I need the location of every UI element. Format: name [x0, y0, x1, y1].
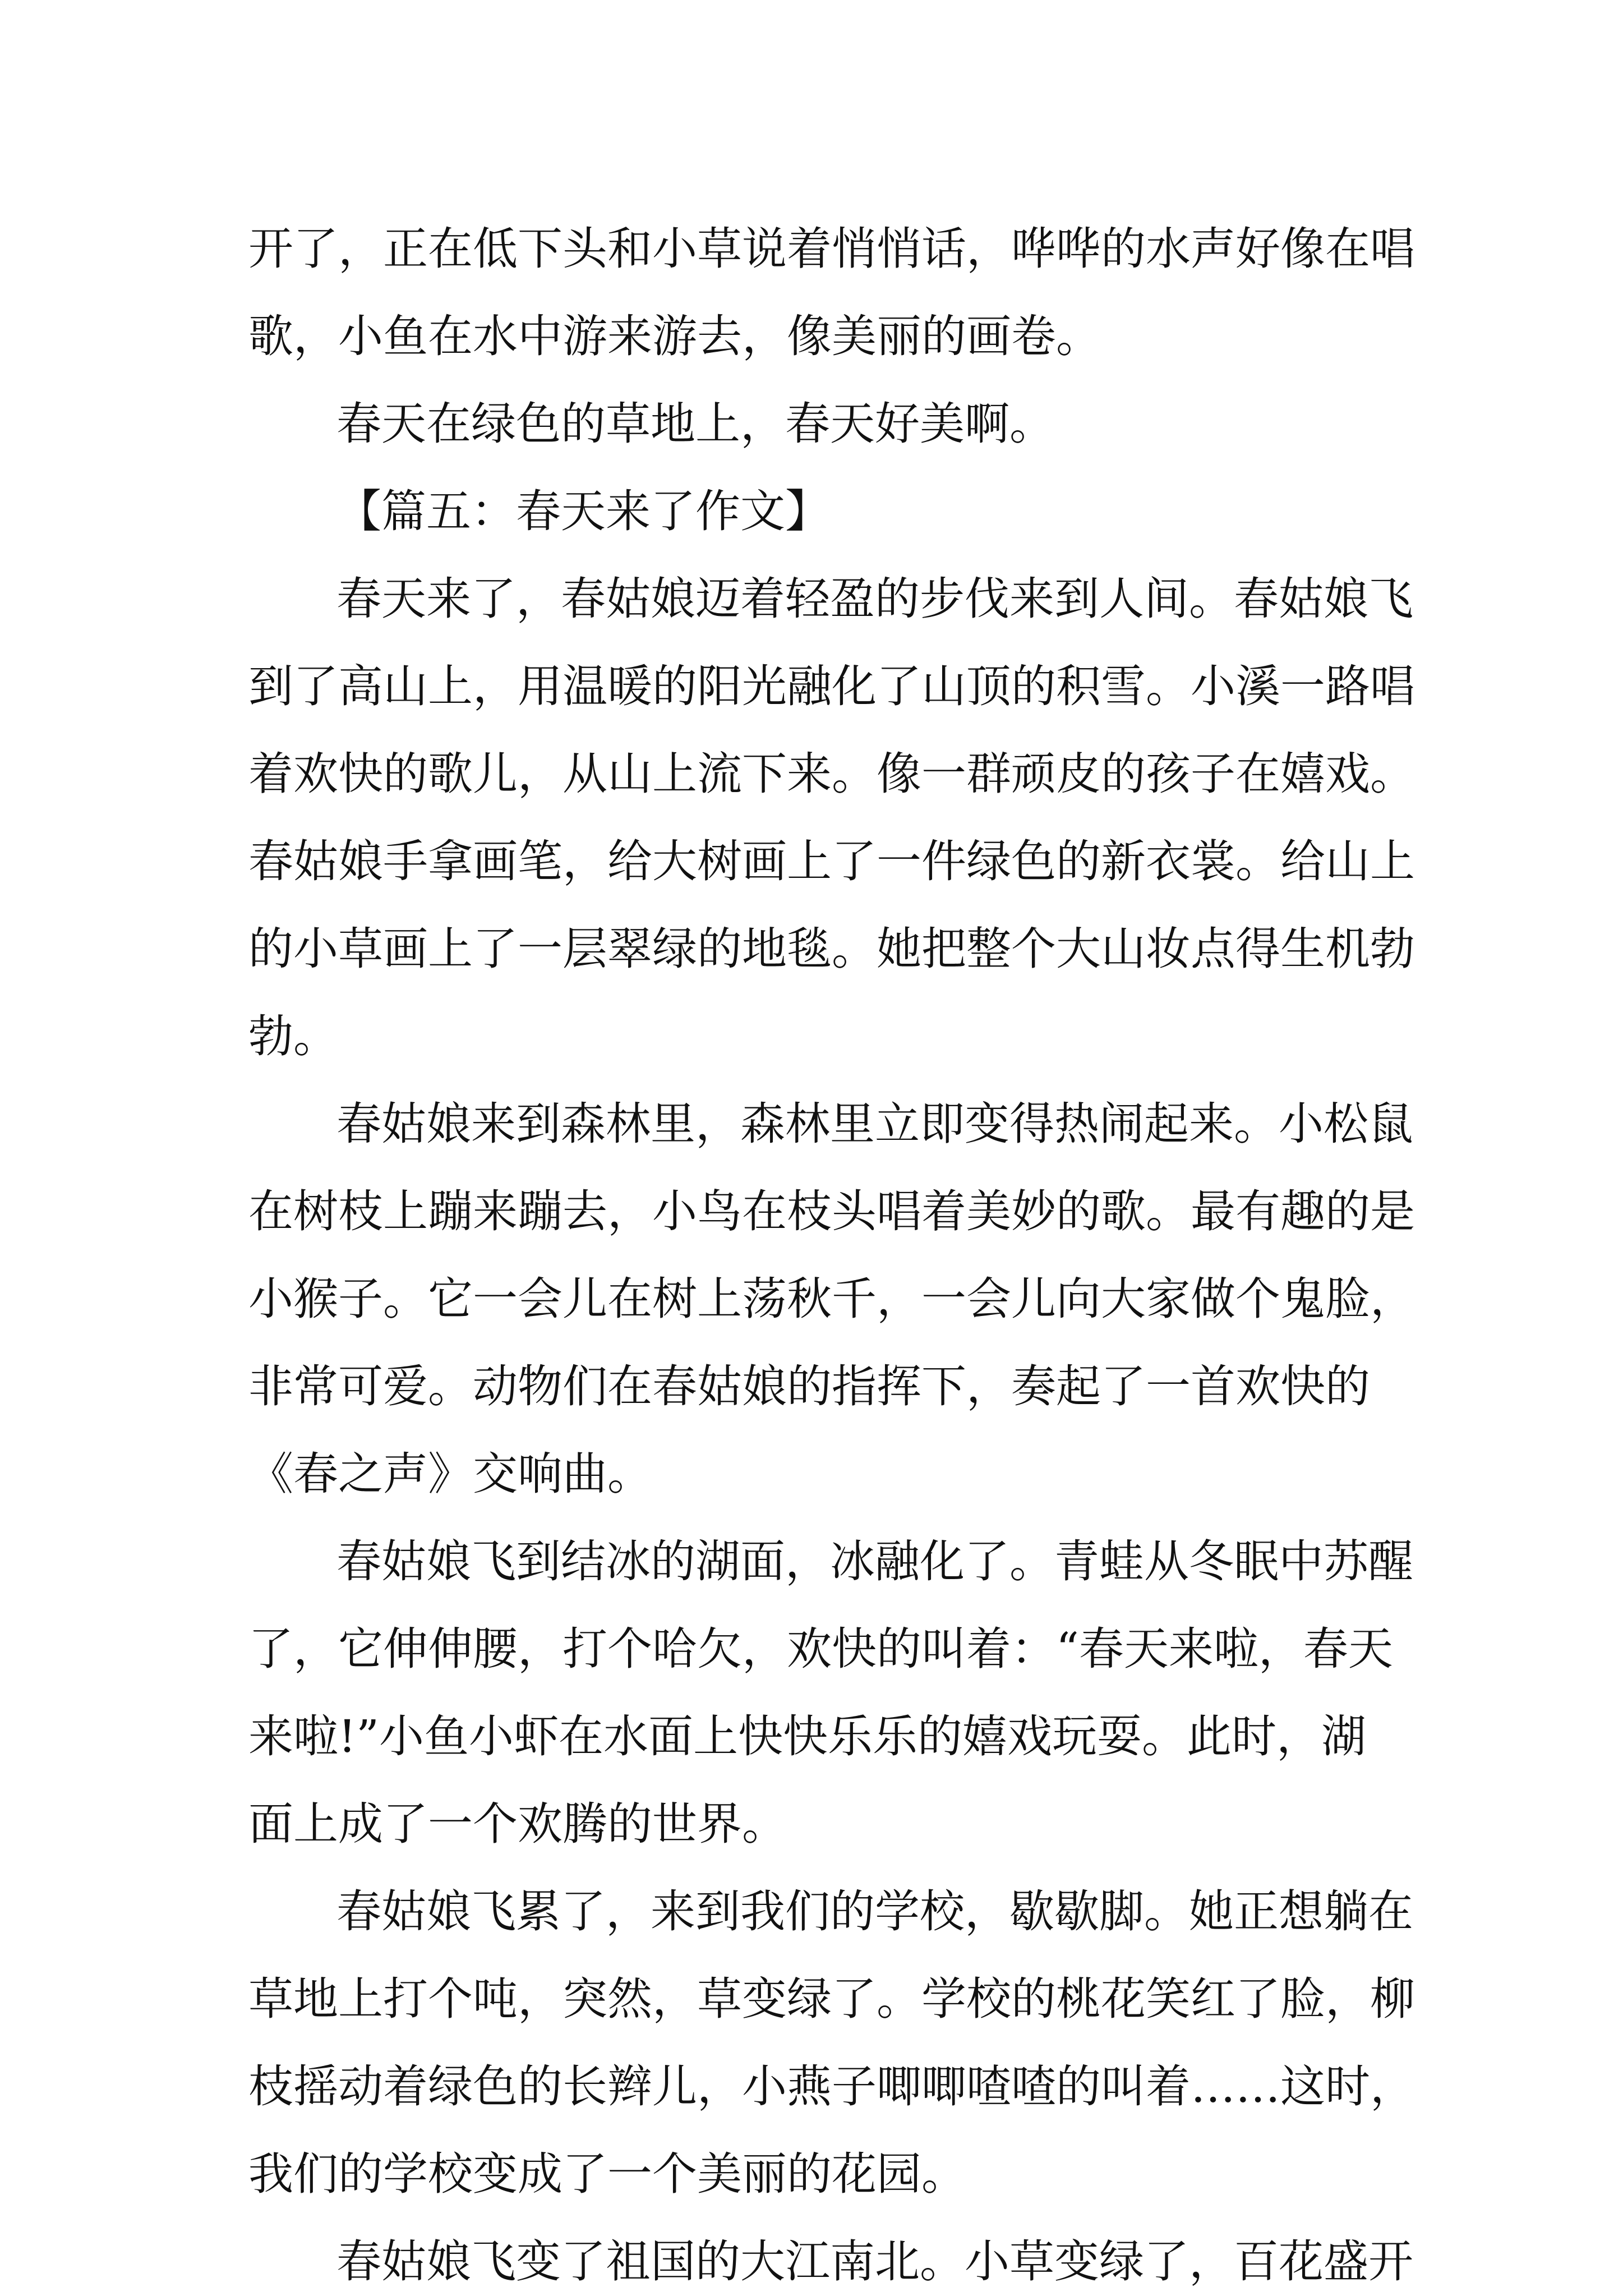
- text-line-18: 来啦!”小鱼小虾在水面上快快乐乐的嬉戏玩耍。此时，湖: [248, 1710, 1367, 1763]
- text-line-5: 春天来了，春姑娘迈着轻盈的步伐来到人间。春姑娘飞: [336, 573, 1413, 625]
- text-line-7: 着欢快的歌儿，从山上流下来。像一群顽皮的孩子在嬉戏。: [248, 748, 1415, 800]
- text-line-6: 到了高山上，用温暖的阳光融化了山顶的积雪。小溪一路唱: [248, 660, 1415, 712]
- text-line-23: 我们的学校变成了一个美丽的花园。: [248, 2148, 966, 2200]
- text-line-13: 小猴子。它一会儿在树上荡秋千，一会儿向大家做个鬼脸，: [248, 1273, 1415, 1325]
- text-line-24: 春姑娘飞变了祖国的大江南北。小草变绿了，百花盛开: [336, 2235, 1413, 2288]
- text-line-9: 的小草画上了一层翠绿的地毯。她把整个大山妆点得生机勃: [248, 923, 1415, 975]
- text-line-11: 春姑娘来到森林里，森林里立即变得热闹起来。小松鼠: [336, 1098, 1413, 1150]
- text-line-15: 《春之声》交响曲。: [248, 1448, 652, 1500]
- section-heading: 【篇五：春天来了作文】: [336, 485, 830, 537]
- text-line-12: 在树枝上蹦来蹦去，小鸟在枝头唱着美妙的歌。最有趣的是: [248, 1185, 1415, 1237]
- text-line-17: 了，它伸伸腰，打个哈欠，欢快的叫着：“春天来啦，春天: [248, 1623, 1393, 1675]
- text-line-3: 春天在绿色的草地上，春天好美啊。: [336, 398, 1054, 450]
- text-line-16: 春姑娘飞到结冰的湖面，冰融化了。青蛙从冬眠中苏醒: [336, 1535, 1413, 1588]
- text-line-2: 歌，小鱼在水中游来游去，像美丽的画卷。: [248, 310, 1101, 362]
- text-line-22: 枝摇动着绿色的长辫儿，小燕子唧唧喳喳的叫着……这时，: [248, 2060, 1415, 2113]
- text-line-20: 春姑娘飞累了，来到我们的学校，歇歇脚。她正想躺在: [336, 1885, 1413, 1938]
- text-line-8: 春姑娘手拿画笔，给大树画上了一件绿色的新衣裳。给山上: [248, 835, 1415, 887]
- text-line-14: 非常可爱。动物们在春姑娘的指挥下，奏起了一首欢快的: [248, 1360, 1370, 1412]
- text-line-21: 草地上打个吨，突然，草变绿了。学校的桃花笑红了脸，柳: [248, 1973, 1415, 2025]
- text-line-19: 面上成了一个欢腾的世界。: [248, 1798, 787, 1850]
- text-line-10: 勃。: [248, 1010, 338, 1062]
- text-line-1: 开了，正在低下头和小草说着悄悄话，哗哗的水声好像在唱: [248, 223, 1415, 275]
